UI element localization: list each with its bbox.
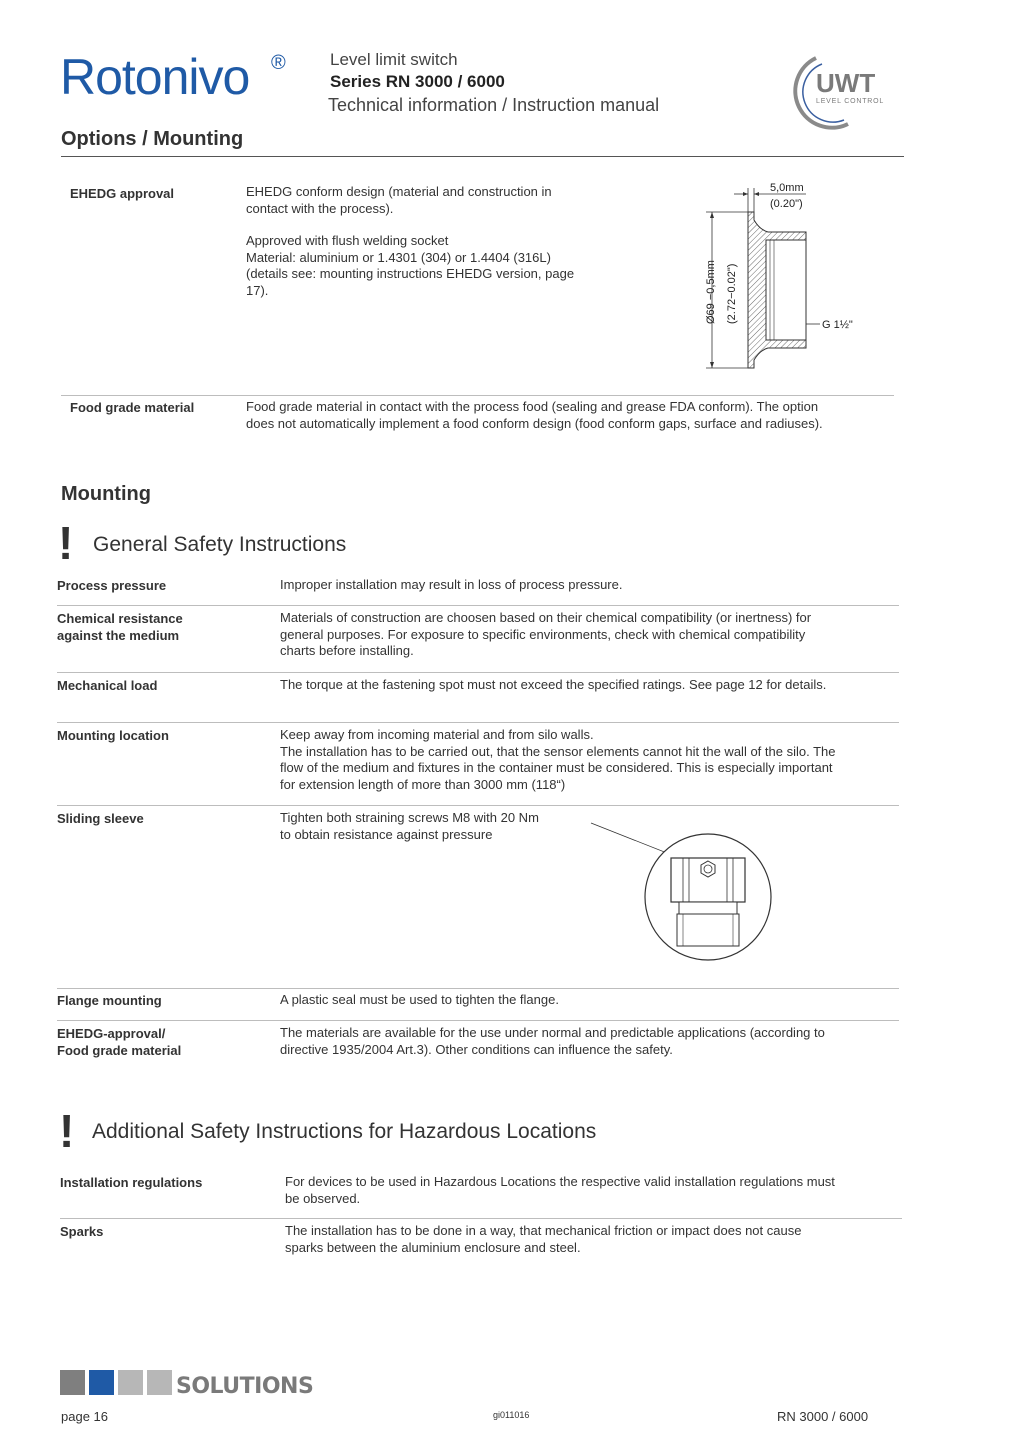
section-divider [61, 156, 904, 157]
sliding-sleeve-text [280, 810, 580, 843]
uwt-logo [786, 50, 906, 130]
text-line: does not automatically implement a food conform design (food conform gaps, surface and radiuses). [246, 415, 823, 431]
ehedg-socket-drawing [690, 178, 870, 378]
dim-side-inch-text: (2.72−0.02") [726, 263, 738, 324]
dim-side-text: Ø69 −0,5mm [705, 260, 717, 324]
text-line: Food grade material in contact with the process food (sealing and grease FDA conform). The option [246, 399, 819, 414]
section-title: Options / Mounting [61, 128, 244, 150]
installation-regulations-text [285, 1174, 900, 1207]
installation-regulations-label: Installation regulations [60, 1175, 203, 1190]
row-divider [61, 395, 894, 396]
text-line: contact with the process). [246, 200, 394, 216]
footer-square [89, 1370, 114, 1395]
header-product-type: Level limit switch [330, 50, 458, 69]
warning-exclamation-icon: ! [58, 517, 74, 569]
thread-label: G 1½" [822, 319, 853, 331]
text-line: For devices to be used in Hazardous Locations the respective valid installation regulations must [285, 1174, 835, 1189]
sparks-label: Sparks [60, 1224, 104, 1239]
mounting-location-label: Mounting location [57, 728, 169, 743]
text-line: The materials are available for the use under normal and predictable applications (according to [280, 1025, 825, 1040]
text-line: general purposes. For exposure to specific environments, check with chemical compatibility [280, 626, 806, 642]
ehedg-food-grade-label: EHEDG-approval/ Food grade material [57, 1026, 182, 1058]
ehedg-approval-text [246, 184, 626, 299]
text-line: Material: aluminium or 1.4301 (304) or 1.4404 (316L) [246, 249, 551, 265]
mounting-location-text [280, 727, 895, 793]
sparks-text [285, 1223, 900, 1256]
footer-square [147, 1370, 172, 1395]
text-line: Materials of construction are choosen based on their chemical compatibility (or inertness) for [280, 610, 812, 625]
row-divider [60, 1218, 902, 1219]
dim-top-inch-text: (0.20") [770, 198, 803, 210]
row-divider [57, 805, 899, 806]
mechanical-load-label: Mechanical load [57, 678, 158, 693]
flange-mounting-text [280, 992, 895, 1009]
logo-subtext: LEVEL CONTROL [816, 98, 885, 105]
process-pressure-label: Process pressure [57, 578, 167, 593]
text-line: flow of the medium and fixtures in the container must be considered. This is especially important [280, 760, 833, 775]
text-line: charts before installing. [280, 643, 414, 658]
text-line: EHEDG conform design (material and construction in [246, 184, 552, 199]
sliding-sleeve-label: Sliding sleeve [57, 811, 144, 826]
general-safety-title: General Safety Instructions [93, 533, 347, 556]
document-code: gi011016 [493, 1410, 530, 1420]
text-line: Tighten both straining screws M8 with 20 Nm [280, 810, 539, 825]
text-line: Improper installation may result in loss of process pressure. [280, 577, 623, 592]
row-divider [57, 605, 899, 606]
row-divider [57, 1020, 899, 1021]
row-divider [57, 988, 899, 989]
ehedg-food-grade-text [280, 1025, 895, 1058]
page-number: page 16 [61, 1409, 108, 1424]
logo-text: UWT [816, 68, 876, 98]
text-line: be observed. [285, 1190, 361, 1206]
brand-name: Rotonivo [60, 49, 250, 105]
text-line: 17). [246, 282, 269, 298]
text-line: to obtain resistance against pressure [280, 826, 493, 842]
hazard-safety-title: Additional Safety Instructions for Hazardous Locations [92, 1120, 597, 1143]
text-line: for extension length of more than 3000 mm (118“) [280, 776, 566, 792]
text-line: The torque at the fastening spot must not exceed the specified ratings. See page 12 for details. [280, 677, 827, 692]
footer-model: RN 3000 / 6000 [777, 1409, 869, 1424]
food-grade-label: Food grade material [70, 400, 195, 415]
flange-mounting-label: Flange mounting [57, 993, 162, 1008]
sliding-sleeve-drawing [585, 818, 785, 970]
footer-square [118, 1370, 143, 1395]
warning-exclamation-icon: ! [59, 1105, 75, 1157]
registered-mark: ® [271, 52, 286, 74]
footer-square [60, 1370, 85, 1395]
header-doc-type: Technical information / Instruction manual [328, 95, 660, 115]
process-pressure-text [280, 577, 895, 594]
text-line: A plastic seal must be used to tighten the flange. [280, 992, 559, 1007]
ehedg-approval-label: EHEDG approval [70, 186, 175, 201]
text-line: (details see: mounting instructions EHEDG version, page [246, 266, 575, 281]
row-divider [57, 722, 899, 723]
food-grade-text [246, 399, 896, 432]
chemical-resistance-label: Chemical resistance against the medium [57, 611, 183, 643]
text-line: The installation has to be done in a way, that mechanical friction or impact does not cause [285, 1223, 802, 1238]
header-series: Series RN 3000 / 6000 [330, 72, 505, 91]
text-line: The installation has to be carried out, that the sensor elements cannot hit the wall of the silo. The [280, 743, 836, 759]
row-divider [57, 672, 899, 673]
chemical-resistance-text [280, 610, 895, 660]
text-line: directive 1935/2004 Art.3). Other conditions can influence the safety. [280, 1041, 673, 1057]
mechanical-load-text [280, 677, 895, 694]
text-line: Approved with flush welding socket [246, 233, 449, 248]
dim-top-text: 5,0mm [770, 182, 804, 194]
text-line: sparks between the aluminium enclosure and steel. [285, 1239, 581, 1255]
solutions-wordmark: SOLUTIONS [176, 1374, 314, 1399]
text-line: Keep away from incoming material and from silo walls. [280, 727, 594, 742]
mounting-title: Mounting [61, 483, 151, 505]
